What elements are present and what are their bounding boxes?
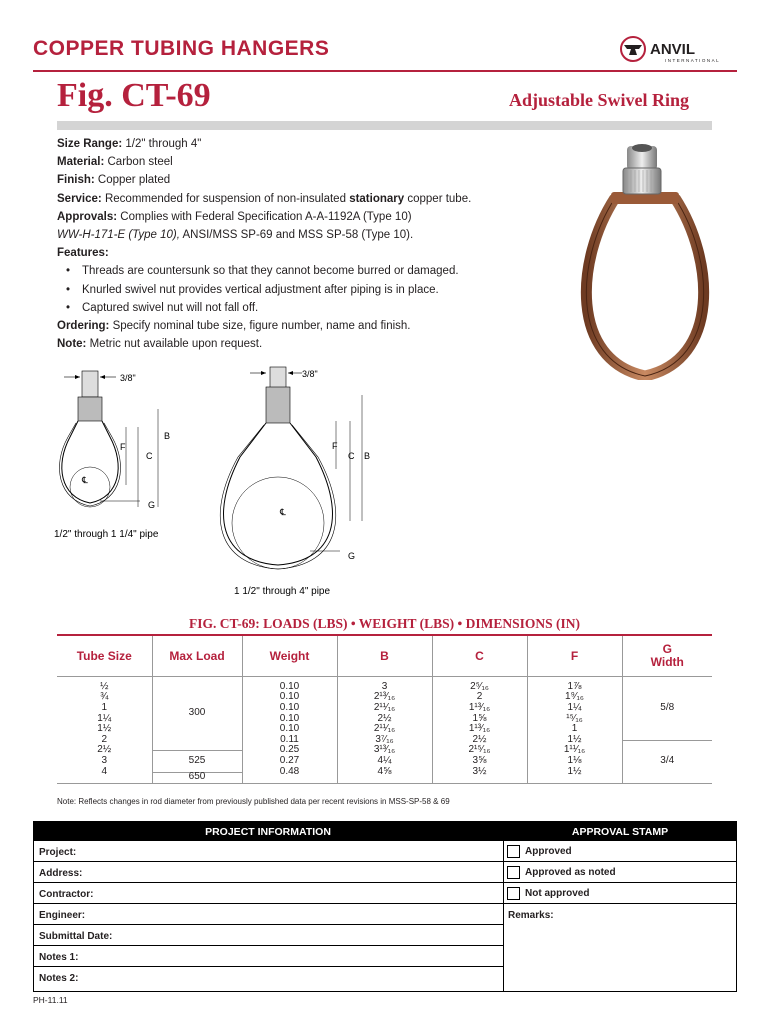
c-cell: 2¹⁵⁄₁₆ — [468, 744, 491, 756]
approvals-label: Approvals: — [57, 210, 118, 223]
f-cell: 1½ — [567, 733, 582, 745]
small-centerline-label: ℄ — [82, 475, 88, 485]
small-b-label: B — [164, 431, 171, 441]
b-cell: 3 — [381, 680, 388, 692]
engineer-field-label: Engineer: — [39, 910, 86, 921]
figure-title: Fig. CT-69 — [57, 77, 211, 114]
c-cell: 2⁵⁄₁₆ — [470, 680, 489, 692]
max-load-group: 300 — [153, 677, 242, 751]
feature-item: • Captured swivel nut will not fall off. — [66, 301, 259, 314]
approvals-italic: WW-H-171-E (Type 10), — [57, 229, 180, 242]
small-rod-dimension: 3/8" — [120, 373, 136, 383]
ordering-value: Specify nominal tube size, figure number, name and finish. — [112, 320, 411, 333]
large-c-label: C — [348, 451, 355, 461]
col-c: C — [432, 636, 527, 676]
weight-cell: 0.10 — [279, 691, 300, 703]
large-f-label: F — [332, 441, 338, 451]
weight-cell: 0.10 — [279, 723, 300, 735]
c-cell: 3½ — [472, 765, 487, 777]
material-value: Carbon steel — [107, 156, 173, 169]
max-load-group: 650 — [188, 771, 206, 783]
features-heading — [57, 244, 497, 262]
size-range-label: Size Range: — [57, 138, 123, 150]
ordering-label: Ordering: — [57, 320, 110, 333]
approved-option[interactable] — [503, 841, 737, 862]
dimensions-table — [57, 636, 712, 784]
notes-1-field[interactable] — [33, 946, 503, 967]
tube-size-cells — [57, 676, 152, 783]
approvals-line — [57, 208, 497, 226]
g-width-cells — [622, 676, 712, 783]
finish-label: Finish: — [57, 174, 95, 187]
feature-item: • Knurled swivel nut provides vertical adjustment after piping is in place. — [66, 283, 439, 296]
project-info-heading: PROJECT INFORMATION — [205, 826, 331, 838]
c-cell: 2½ — [472, 733, 487, 745]
approved-checkbox[interactable] — [507, 845, 520, 858]
b-cell: 4⅝ — [377, 765, 392, 777]
b-cell: 2¹³⁄₁₆ — [373, 691, 396, 703]
approvals-line-2 — [57, 226, 497, 244]
header-rule — [33, 70, 737, 72]
g-width-group: 3/4 — [660, 755, 675, 767]
b-cell: 2½ — [377, 712, 392, 724]
address-field[interactable] — [33, 862, 503, 883]
table-body-row — [57, 676, 712, 783]
not-approved-option[interactable] — [503, 883, 737, 904]
brand-name: ANVIL — [650, 41, 695, 58]
spec-block — [57, 135, 497, 353]
figure-subtitle: Adjustable Swivel Ring — [509, 90, 690, 110]
c-cell: 1¹³⁄₁₆ — [468, 723, 491, 735]
tube-size-cell: ¾ — [100, 691, 109, 703]
large-centerline-label: ℄ — [280, 507, 286, 517]
note-value: Metric nut available upon request. — [89, 338, 263, 351]
f-cell: 1¹¹⁄₁₆ — [563, 744, 586, 756]
large-g-label: G — [348, 551, 356, 561]
features-label: Features: — [57, 247, 109, 260]
col-f: F — [527, 636, 622, 676]
page-code: PH-11.11 — [33, 995, 68, 1005]
category-title: COPPER TUBING HANGERS — [33, 37, 330, 60]
small-g-label: G — [148, 500, 156, 510]
engineer-field[interactable] — [33, 904, 503, 925]
b-cell: 2¹¹⁄₁₆ — [373, 702, 396, 714]
notes-2-label: Notes 2: — [39, 973, 79, 984]
table-header-row — [57, 636, 712, 676]
col-weight: Weight — [242, 636, 337, 676]
b-cell: 2¹¹⁄₁₆ — [373, 723, 396, 735]
weight-cell: 0.11 — [280, 733, 299, 745]
service-emphasis: stationary — [349, 192, 405, 205]
material-label: Material: — [57, 156, 105, 169]
approvals-value: Complies with Federal Specification A-A-1192A (Type 10) — [120, 210, 412, 223]
service-text-end: copper tube. — [407, 192, 472, 205]
f-cell: 1½ — [567, 765, 582, 777]
project-field-label: Project: — [39, 847, 77, 858]
submittal-date-field[interactable] — [33, 925, 503, 946]
g-width-group: 5/8 — [623, 677, 713, 741]
contractor-field-label: Contractor: — [39, 889, 94, 900]
col-g-width: G Width — [650, 641, 684, 669]
weight-cell: 0.10 — [279, 702, 300, 714]
remarks-label: Remarks: — [508, 910, 554, 921]
weight-cell: 0.25 — [279, 744, 300, 756]
section-bar — [57, 121, 712, 130]
f-cell: ¹⁵⁄₁₆ — [566, 712, 583, 724]
large-rod-dimension: 3/8" — [302, 369, 318, 379]
large-b-label: B — [364, 451, 371, 461]
table-title: FIG. CT-69: LOADS (LBS) • WEIGHT (LBS) • DIMENSIONS (IN) — [188, 616, 581, 631]
c-cells — [432, 676, 527, 783]
weight-cell: 0.48 — [279, 765, 300, 777]
tube-size-cell: 4 — [101, 765, 108, 777]
note-line — [57, 335, 497, 353]
anvil-logo — [618, 35, 738, 65]
weight-cell: 0.10 — [279, 680, 300, 692]
tube-size-cell: 1 — [101, 702, 108, 714]
tube-size-cell: 1¼ — [97, 712, 112, 724]
small-caption: 1/2" through 1 1/4" pipe — [54, 529, 159, 540]
dimension-diagrams — [40, 365, 400, 605]
not-approved-label: Not approved — [525, 888, 590, 899]
small-c-label: C — [146, 451, 153, 461]
tube-size-cell: 3 — [101, 754, 108, 766]
size-range-line — [57, 135, 497, 153]
weight-cell: 0.10 — [279, 712, 300, 724]
not-approved-checkbox[interactable] — [507, 887, 520, 900]
f-cell: 1⅞ — [567, 680, 582, 692]
approved-label: Approved — [525, 846, 572, 857]
c-cell: 1¹³⁄₁₆ — [468, 702, 491, 714]
weight-cell: 0.27 — [279, 754, 300, 766]
feature-text: Threads are countersunk so that they cannot become burred or damaged. — [82, 265, 459, 278]
notes-1-label: Notes 1: — [39, 952, 79, 963]
approved-as-noted-label: Approved as noted — [525, 867, 616, 878]
service-label: Service: — [57, 192, 102, 205]
feature-item: • Threads are countersunk so that they cannot become burred or damaged. — [66, 265, 459, 278]
finish-line — [57, 171, 497, 189]
tube-size-cell: ½ — [100, 680, 109, 692]
brand-sub: INTERNATIONAL — [665, 58, 721, 63]
col-tube-size: Tube Size — [57, 636, 152, 676]
tube-size-cell: 2½ — [97, 744, 112, 756]
max-load-group: 525 — [153, 751, 242, 773]
f-cell: 1⅛ — [567, 754, 582, 766]
small-f-label: F — [120, 442, 126, 452]
tube-size-cell: 2 — [101, 733, 108, 745]
product-photo — [575, 140, 715, 380]
large-caption: 1 1/2" through 4" pipe — [234, 586, 331, 597]
f-cell: 1 — [571, 723, 578, 735]
material-line — [57, 153, 497, 171]
f-cells — [527, 676, 622, 783]
col-max-load: Max Load — [152, 636, 242, 676]
b-cell: 4¼ — [377, 754, 392, 766]
note-label: Note: — [57, 338, 87, 351]
col-b: B — [337, 636, 432, 676]
approvals-value-2: ANSI/MSS SP-69 and MSS SP-58 (Type 10). — [182, 229, 414, 242]
c-cell: 3⅝ — [472, 754, 487, 766]
size-range-value: 1/2" through 4" — [125, 138, 202, 150]
f-cell: 1⁹⁄₁₆ — [565, 691, 584, 703]
finish-value: Copper plated — [97, 174, 171, 187]
service-text: Recommended for suspension of non-insulated — [104, 192, 346, 205]
f-cell: 1¼ — [567, 702, 582, 714]
ordering-line — [57, 317, 497, 335]
feature-text: Captured swivel nut will not fall off. — [82, 301, 259, 314]
b-cell: 3⁷⁄₁₆ — [375, 733, 394, 745]
c-cell: 2 — [476, 691, 483, 703]
c-cell: 1⅝ — [472, 712, 487, 724]
submittal-date-label: Submittal Date: — [39, 931, 113, 942]
notes-2-field[interactable] — [33, 967, 503, 988]
weight-cells — [242, 676, 337, 783]
table-note: Note: Reflects changes in rod diameter from previously published data per recent revisions in MSS-SP-58 & 69 — [57, 797, 450, 806]
feature-text: Knurled swivel nut provides vertical adjustment after piping is in place. — [82, 283, 439, 296]
b-cell: 3¹³⁄₁₆ — [373, 744, 396, 756]
approved-as-noted-checkbox[interactable] — [507, 866, 520, 879]
approval-stamp-heading: APPROVAL STAMP — [571, 826, 669, 838]
contractor-field[interactable] — [33, 883, 503, 904]
address-field-label: Address: — [39, 868, 83, 879]
service-line — [57, 190, 497, 208]
tube-size-cell: 1½ — [97, 723, 112, 735]
approved-as-noted-option[interactable] — [503, 862, 737, 883]
b-cells — [337, 676, 432, 783]
max-load-cells — [152, 676, 242, 783]
project-field[interactable] — [33, 841, 503, 862]
